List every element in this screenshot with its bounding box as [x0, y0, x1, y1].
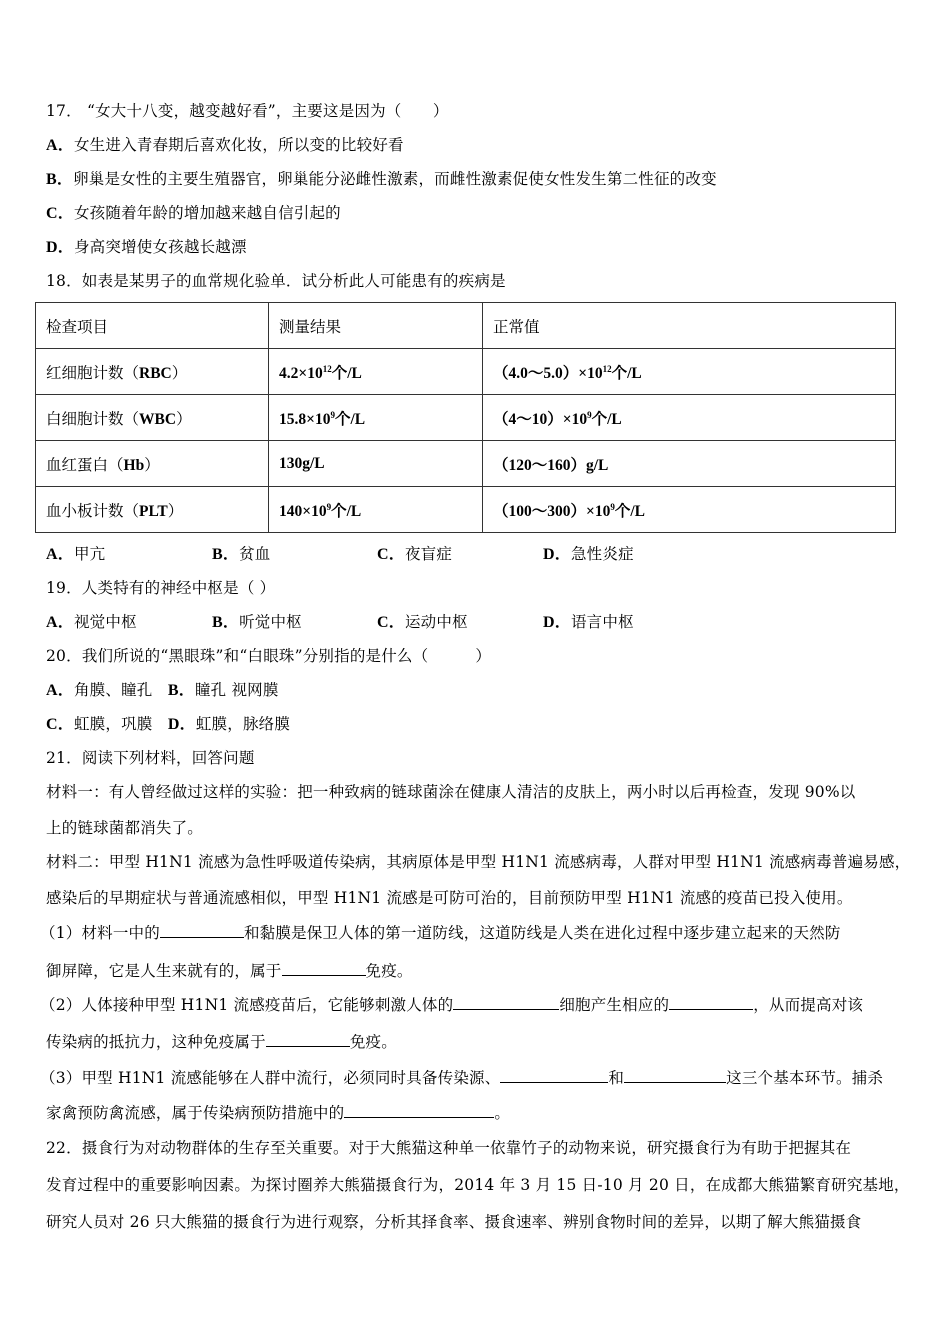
- q19-stem: 19．人类特有的神经中枢是（ ）: [46, 579, 276, 597]
- q17-option-a: [46, 135, 404, 156]
- q18-options: [46, 544, 906, 564]
- q19-option-b: [212, 612, 302, 633]
- option-label: D．: [167, 716, 196, 733]
- normal-exponent: 9: [610, 501, 615, 512]
- option-text: 女孩随着年龄的增加越来越自信引起的: [73, 204, 341, 222]
- item-abbr: Hb: [123, 456, 145, 474]
- q18-option-b: [212, 544, 270, 565]
- text: 和: [608, 1069, 625, 1087]
- answer-blank-2[interactable]: [282, 960, 366, 976]
- text: 传染病的抵抗力，这种免疫属于: [46, 1033, 266, 1051]
- option-text: 瞳孔 视网膜: [194, 681, 279, 699]
- option-label: D．: [46, 239, 74, 256]
- q20-options-cd: [46, 714, 290, 735]
- result-base: 140×10: [279, 502, 327, 520]
- item-name: 白细胞计数（: [46, 409, 140, 428]
- result-base: 4.2×10: [279, 364, 323, 382]
- option-text: 听觉中枢: [239, 613, 302, 631]
- q21-part1-line1: [40, 922, 841, 943]
- item-name: 血红蛋白（: [46, 455, 124, 474]
- q21-material2-line1: 材料二：甲型 H1N1 流感为急性呼吸道传染病，其病原体是甲型 H1N1 流感病毒，人群对甲型 H1N1 流感病毒普遍易感，: [46, 853, 911, 871]
- option-text: 夜盲症: [404, 545, 453, 563]
- answer-blank-1[interactable]: [160, 922, 244, 938]
- q19-option-a: [46, 612, 137, 633]
- q20-option-b: [168, 681, 279, 699]
- q22-line2: 发育过程中的重要影响因素。为探讨圈养大熊猫摄食行为，2014 年 3 月 15 日-10 月 20 日，在成都大熊猫繁育研究基地，: [46, 1176, 910, 1194]
- result-unit: 个/L: [334, 410, 366, 428]
- q20-stem: 20．我们所说的“黑眼珠”和“白眼珠”分别指的是什么（ ）: [46, 647, 492, 665]
- item-abbr: RBC: [139, 364, 172, 382]
- q18-stem: 18．如表是某男子的血常规化验单．试分析此人可能患有的疾病是: [46, 272, 506, 290]
- cell-normal: [483, 441, 896, 487]
- q19-option-d: [543, 612, 634, 633]
- q20-option-d: [168, 715, 290, 733]
- cell-result: [269, 487, 483, 533]
- cell-item: [36, 441, 269, 487]
- answer-blank-6[interactable]: [500, 1067, 608, 1083]
- text: 免疫。: [349, 1033, 397, 1051]
- item-close: ）: [171, 363, 188, 382]
- text: 和黏膜是保卫人体的第一道防线，这道防线是人类在进化过程中逐步建立起来的天然防: [243, 924, 841, 942]
- item-close: ）: [176, 409, 192, 428]
- header-result: 测量结果: [269, 303, 483, 349]
- q21-part1-line2: [46, 960, 413, 981]
- cell-normal: [483, 349, 896, 395]
- option-label: D．: [543, 546, 571, 563]
- header-normal: 正常值: [483, 303, 896, 349]
- cell-result: [269, 441, 483, 487]
- q19-options: [46, 612, 906, 632]
- text: 家禽预防禽流感，属于传染病预防措施中的: [46, 1104, 345, 1122]
- text: 。: [494, 1104, 511, 1122]
- q21-material1-line1: 材料一：有人曾经做过这样的实验：把一种致病的链球菌涂在健康人清洁的皮肤上，两小时以后再检查，发现 90%以: [46, 783, 856, 801]
- option-text: 急性炎症: [570, 545, 634, 563]
- table-row: [36, 349, 896, 395]
- option-text: 运动中枢: [404, 613, 468, 631]
- normal-exponent: 9: [587, 409, 592, 420]
- result-exponent: 9: [326, 501, 332, 512]
- option-label: C．: [377, 546, 405, 563]
- option-text: 虹膜，脉络膜: [195, 715, 291, 733]
- table-header-row: [36, 303, 896, 349]
- cell-normal: [483, 395, 896, 441]
- text: ，从而提高对该: [753, 996, 864, 1014]
- option-text: 角膜、瞳孔: [73, 681, 153, 699]
- item-abbr: WBC: [139, 410, 177, 428]
- option-text: 虹膜，巩膜: [73, 715, 153, 733]
- result-unit: 个/L: [331, 364, 362, 382]
- table-row: [36, 487, 896, 533]
- q20-options-ab: [46, 680, 279, 701]
- q21-stem: 21．阅读下列材料，回答问题: [46, 749, 255, 767]
- q21-part2-line2: [46, 1031, 397, 1052]
- option-text: 视觉中枢: [73, 613, 137, 631]
- option-label: A．: [46, 546, 74, 563]
- table-row: [36, 395, 896, 441]
- header-item: 检查项目: [36, 303, 269, 349]
- q18-option-d: [543, 544, 634, 565]
- option-label: C．: [377, 614, 405, 631]
- result-exponent: 12: [322, 363, 332, 374]
- result-base: 15.8×10: [279, 410, 331, 428]
- option-label: B．: [46, 171, 74, 188]
- q22-line1: 22．摄食行为对动物群体的生存至关重要。对于大熊猫这种单一依靠竹子的动物来说，研究摄食行为有助于把握其在: [46, 1139, 852, 1157]
- text: （1）材料一中的: [40, 924, 160, 942]
- option-label: B．: [167, 682, 195, 699]
- normal-base: （120～160）g/L: [493, 456, 609, 474]
- answer-blank-7[interactable]: [624, 1067, 726, 1083]
- option-text: 贫血: [239, 545, 271, 563]
- option-label: D．: [543, 614, 571, 631]
- q18-option-c: [377, 544, 452, 565]
- text: 免疫。: [365, 962, 413, 980]
- normal-base: （4～10）×10: [493, 410, 588, 428]
- q17-option-c: [46, 203, 341, 224]
- item-name: 红细胞计数（: [46, 363, 140, 382]
- item-close: ）: [144, 455, 160, 474]
- option-label: C．: [46, 716, 74, 733]
- q17-stem: 17． “女大十八变，越变越好看”，主要这是因为（ ）: [46, 102, 449, 120]
- option-label: A．: [46, 137, 74, 154]
- item-abbr: PLT: [139, 502, 168, 520]
- blood-test-table: [35, 302, 896, 533]
- option-text: 甲亢: [73, 545, 106, 563]
- cell-result: [269, 349, 483, 395]
- text: 这三个基本环节。捕杀: [726, 1069, 884, 1087]
- option-label: A．: [46, 614, 74, 631]
- answer-blank-8[interactable]: [344, 1102, 494, 1118]
- result-base: 130g/L: [279, 454, 325, 472]
- q21-part3-line1: [40, 1067, 883, 1088]
- text: 御屏障，它是人生来就有的，属于: [46, 962, 282, 980]
- result-exponent: 9: [330, 409, 335, 420]
- cell-result: [269, 395, 483, 441]
- q22-line3: 研究人员对 26 只大熊猫的摄食行为进行观察，分析其择食率、摄食速率、辨别食物时间的差异，以期了解大熊猫摄食: [46, 1213, 862, 1231]
- option-label: B．: [212, 546, 240, 563]
- cell-item: [36, 395, 269, 441]
- answer-blank-4[interactable]: [669, 994, 753, 1010]
- text: （3）甲型 H1N1 流感能够在人群中流行，必须同时具备传染源、: [40, 1069, 501, 1087]
- option-text: 语言中枢: [570, 613, 634, 631]
- option-label: C．: [46, 205, 74, 222]
- normal-unit: 个/L: [591, 410, 622, 428]
- option-label: B．: [212, 614, 240, 631]
- text: （2）人体接种甲型 H1N1 流感疫苗后，它能够刺激人体的: [40, 996, 454, 1014]
- q18-option-a: [46, 544, 105, 565]
- result-unit: 个/L: [331, 502, 362, 520]
- option-text: 身高突增使女孩越长越漂: [73, 238, 247, 256]
- cell-item: [36, 487, 269, 533]
- item-name: 血小板计数（: [46, 501, 140, 520]
- option-text: 女生进入青春期后喜欢化妆，所以变的比较好看: [73, 136, 404, 154]
- normal-unit: 个/L: [611, 364, 642, 382]
- q20-option-c: [46, 715, 152, 733]
- cell-item: [36, 349, 269, 395]
- normal-unit: 个/L: [614, 502, 645, 520]
- normal-exponent: 12: [602, 363, 612, 374]
- option-label: A．: [46, 682, 74, 699]
- answer-blank-5[interactable]: [266, 1031, 350, 1047]
- option-text: 卵巢是女性的主要生殖器官，卵巢能分泌雌性激素，而雌性激素促使女性发生第二性征的改变: [73, 170, 717, 188]
- text: 细胞产生相应的: [559, 996, 670, 1014]
- normal-base: （100～300）×10: [493, 502, 611, 520]
- answer-blank-3[interactable]: [453, 994, 559, 1010]
- table-row: [36, 441, 896, 487]
- q20-option-a: [46, 681, 152, 699]
- q21-part2-line1: [40, 994, 863, 1015]
- cell-normal: [483, 487, 896, 533]
- q21-material1-line2: 上的链球菌都消失了。: [46, 819, 204, 837]
- q21-material2-line2: 感染后的早期症状与普通流感相似，甲型 H1N1 流感是可防可治的，目前预防甲型 H1N1 流感的疫苗已投入使用。: [46, 889, 853, 907]
- item-close: ）: [167, 501, 184, 520]
- q17-option-b: [46, 169, 717, 190]
- q19-option-c: [377, 612, 468, 633]
- normal-base: （4.0～5.0）×10: [493, 364, 603, 382]
- q21-part3-line2: [46, 1102, 510, 1123]
- q17-option-d: [46, 237, 247, 258]
